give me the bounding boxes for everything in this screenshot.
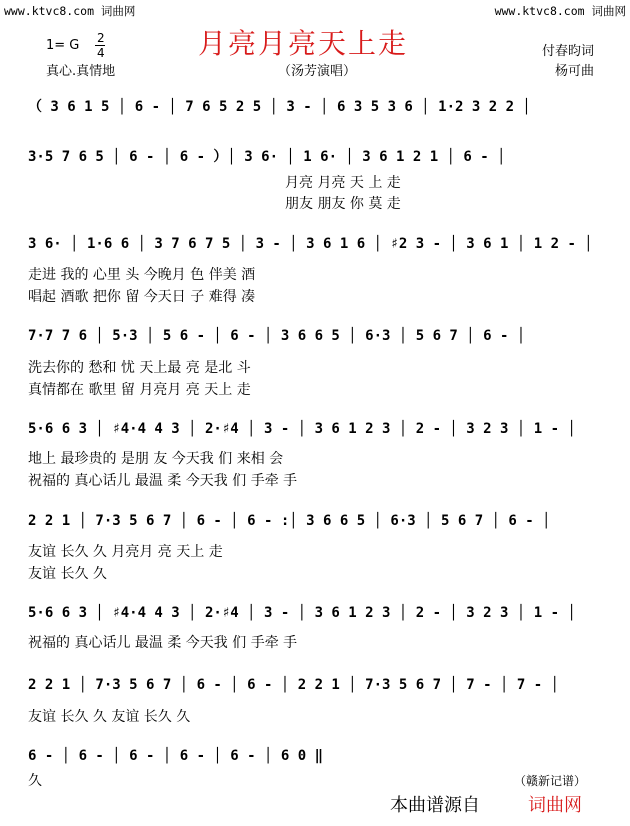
performer: （汤芳演唱） (278, 64, 357, 79)
notation-line: 5·6 6 3 │ ♯4·4 4 3 │ 2·♯4 │ 3 - │ 3 6 1 2 3 │ 2 - │ 3 2 3 │ 1 - │ (28, 421, 576, 437)
lyrics-line: 友谊 长久 久 友谊 长久 久 (28, 709, 191, 725)
notation-line: 6 - │ 6 - │ 6 - │ 6 - │ 6 - │ 6 0 ‖ (28, 748, 324, 764)
lyrics-line: 地上 最珍贵的 是朋 友 今天我 们 来相 会 (28, 451, 284, 467)
time-signature-top: 2 (97, 31, 105, 45)
source-text: 本曲谱源自 (390, 795, 480, 816)
score-system-5 (28, 421, 600, 441)
lyrics-line: 走进 我的 心里 头 今晚月 色 伴美 酒 (28, 267, 256, 283)
site-url-right: www.ktvc8.com 词曲网 (494, 4, 626, 18)
source-brand[interactable]: 词曲网 (528, 795, 582, 816)
site-url-left: www.ktvc8.com 词曲网 (4, 4, 136, 18)
lyrics-line: 友谊 长久 久 (28, 566, 107, 582)
score-system-2 (28, 146, 600, 166)
time-signature-bottom: 4 (97, 46, 105, 60)
score-system-1 (28, 96, 600, 116)
score-system-9 (28, 748, 600, 768)
score-system-8 (28, 677, 600, 697)
lyrics-line: 真情都在 歌里 留 月亮月 亮 天上 走 (28, 382, 251, 398)
lyrics-line: 友谊 长久 久 月亮月 亮 天上 走 (28, 544, 223, 560)
notation-line: 3 6· │ 1·6 6 │ 3 7 6 7 5 │ 3 - │ 3 6 1 6 │ ♯2 3 - │ 3 6 1 │ 1 2 - │ (28, 236, 593, 252)
score-system-6 (28, 513, 600, 533)
notation-line: 3·5 7 6 5 │ 6 - │ 6 - ）│ 3 6· │ 1 6· │ 3 6 1 2 1 │ 6 - │ (28, 149, 506, 165)
notation-line: 2 2 1 │ 7·3 5 6 7 │ 6 - │ 6 - :│ 3 6 6 5 │ 6·3 │ 5 6 7 │ 6 - │ (28, 513, 551, 529)
score-system-3 (28, 236, 600, 256)
notation-line: 7·7 7 6 │ 5·3 │ 5 6 - │ 6 - │ 3 6 6 5 │ 6·3 │ 5 6 7 │ 6 - │ (28, 328, 526, 344)
lyrics-line: 唱起 酒歌 把你 留 今天日 子 难得 凑 (28, 289, 256, 305)
score-system-7 (28, 605, 600, 625)
lyricist: 付春昀词 (541, 44, 594, 59)
notation-line: （ 3 6 1 5 │ 6 - │ 7 6 5 2 5 │ 3 - │ 6 3 5 3 6 │ 1·2 3 2 2 │ (28, 99, 531, 115)
lyrics-line: 洗去你的 愁和 忧 天上最 亮 是北 斗 (28, 360, 251, 376)
notation-line: 5·6 6 3 │ ♯4·4 4 3 │ 2·♯4 │ 3 - │ 3 6 1 2 3 │ 2 - │ 3 2 3 │ 1 - │ (28, 605, 576, 621)
transcriber-stamp: （赣新记谱） (513, 774, 586, 788)
composer: 杨可曲 (554, 64, 594, 79)
lyrics-line: 朋友 朋友 你 莫 走 (285, 196, 401, 212)
notation-line: 2 2 1 │ 7·3 5 6 7 │ 6 - │ 6 - │ 2 2 1 │ 7·3 5 6 7 │ 7 - │ 7 - │ (28, 677, 560, 693)
lyrics-line: 久 (28, 773, 42, 789)
lyrics-line: 月亮 月亮 天 上 走 (285, 175, 401, 191)
key-signature: 1= G (46, 38, 80, 53)
lyrics-line: 祝福的 真心话儿 最温 柔 今天我 们 手牵 手 (28, 473, 298, 489)
performance-style: 真心.真情地 (46, 64, 116, 79)
score-system-4 (28, 328, 600, 348)
song-title: 月亮月亮天上走 (198, 27, 409, 60)
lyrics-line: 祝福的 真心话儿 最温 柔 今天我 们 手牵 手 (28, 635, 298, 651)
